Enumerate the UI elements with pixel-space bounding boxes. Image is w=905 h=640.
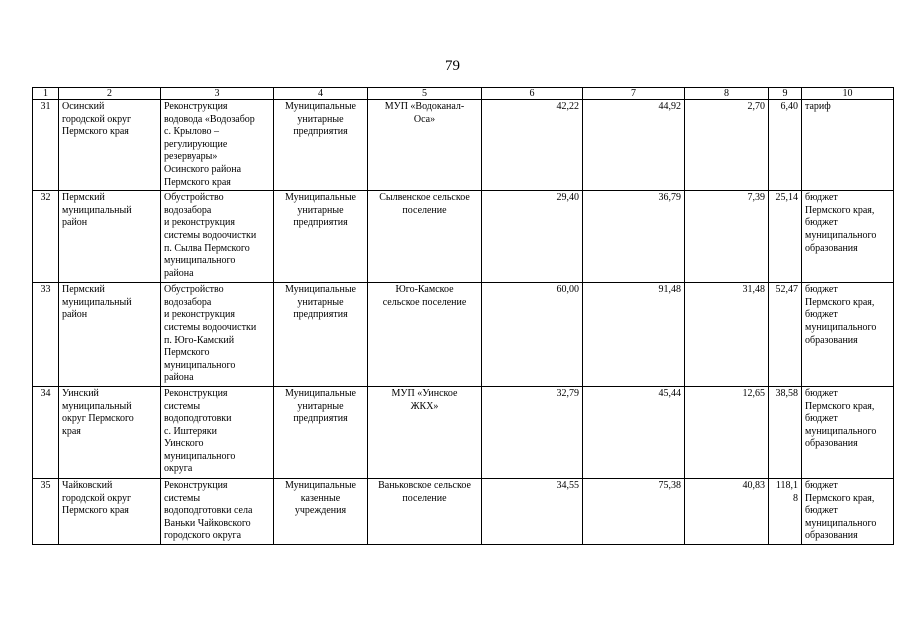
column-header: 10 (802, 88, 894, 100)
value-col6-cell: 42,22 (482, 100, 583, 191)
table-row (33, 386, 894, 478)
value-col7-cell: 75,38 (583, 478, 685, 544)
object-cell: Реконструкция водовода «Водозабор с. Крылово – регулирующие резервуары» Осинского района Пермского края (161, 100, 274, 191)
object-cell: Реконструкция системы водоподготовки села Ваньки Чайковского городского округа (161, 478, 274, 544)
column-header: 5 (368, 88, 482, 100)
value-col8-cell: 40,83 (685, 478, 769, 544)
column-header: 3 (161, 88, 274, 100)
organization-cell: Ваньковское сельское поселение (368, 478, 482, 544)
row-number: 35 (33, 478, 59, 544)
value-col8-cell: 2,70 (685, 100, 769, 191)
column-header: 6 (482, 88, 583, 100)
territory-cell: Чайковский городской округ Пермского края (59, 478, 161, 544)
value-col6-cell: 32,79 (482, 386, 583, 478)
value-col9-cell: 38,58 (769, 386, 802, 478)
value-col8-cell: 12,65 (685, 386, 769, 478)
table-row (33, 191, 894, 283)
org-type-cell: Муниципальные унитарные предприятия (274, 191, 368, 283)
value-col6-cell: 60,00 (482, 283, 583, 387)
organization-cell: МУП «Водоканал- Оса» (368, 100, 482, 191)
territory-cell: Пермский муниципальный район (59, 191, 161, 283)
source-cell: бюджет Пермского края, бюджет муниципального образования (802, 386, 894, 478)
value-col6-cell: 29,40 (482, 191, 583, 283)
value-col9-cell: 118,1 8 (769, 478, 802, 544)
org-type-cell: Муниципальные унитарные предприятия (274, 386, 368, 478)
table-row (33, 478, 894, 544)
value-col7-cell: 36,79 (583, 191, 685, 283)
header-row (33, 88, 894, 100)
column-header: 1 (33, 88, 59, 100)
object-cell: Реконструкция системы водоподготовки с. Иштеряки Уинского муниципального округа (161, 386, 274, 478)
column-header: 9 (769, 88, 802, 100)
value-col9-cell: 52,47 (769, 283, 802, 387)
value-col7-cell: 44,92 (583, 100, 685, 191)
value-col8-cell: 7,39 (685, 191, 769, 283)
value-col6-cell: 34,55 (482, 478, 583, 544)
organization-cell: Юго-Камское сельское поселение (368, 283, 482, 387)
territory-cell: Уинский муниципальный округ Пермского края (59, 386, 161, 478)
value-col9-cell: 6,40 (769, 100, 802, 191)
value-col7-cell: 45,44 (583, 386, 685, 478)
org-type-cell: Муниципальные унитарные предприятия (274, 100, 368, 191)
table-row (33, 283, 894, 387)
object-cell: Обустройство водозабора и реконструкция системы водоочистки п. Юго-Камский Пермского муниципального района (161, 283, 274, 387)
object-cell: Обустройство водозабора и реконструкция системы водоочистки п. Сылва Пермского муниципального района (161, 191, 274, 283)
column-header: 4 (274, 88, 368, 100)
row-number: 31 (33, 100, 59, 191)
column-header: 8 (685, 88, 769, 100)
source-cell: бюджет Пермского края, бюджет муниципального образования (802, 478, 894, 544)
row-number: 33 (33, 283, 59, 387)
org-type-cell: Муниципальные казенные учреждения (274, 478, 368, 544)
table-row (33, 100, 894, 191)
territory-cell: Пермский муниципальный район (59, 283, 161, 387)
row-number: 32 (33, 191, 59, 283)
column-header: 7 (583, 88, 685, 100)
column-header: 2 (59, 88, 161, 100)
source-cell: бюджет Пермского края, бюджет муниципального образования (802, 191, 894, 283)
organization-cell: МУП «Уинское ЖКХ» (368, 386, 482, 478)
source-cell: тариф (802, 100, 894, 191)
territory-cell: Осинский городской округ Пермского края (59, 100, 161, 191)
data-table (32, 87, 894, 545)
value-col7-cell: 91,48 (583, 283, 685, 387)
org-type-cell: Муниципальные унитарные предприятия (274, 283, 368, 387)
value-col9-cell: 25,14 (769, 191, 802, 283)
value-col8-cell: 31,48 (685, 283, 769, 387)
source-cell: бюджет Пермского края, бюджет муниципального образования (802, 283, 894, 387)
row-number: 34 (33, 386, 59, 478)
organization-cell: Сылвенское сельское поселение (368, 191, 482, 283)
page-number: 79 (445, 58, 460, 74)
